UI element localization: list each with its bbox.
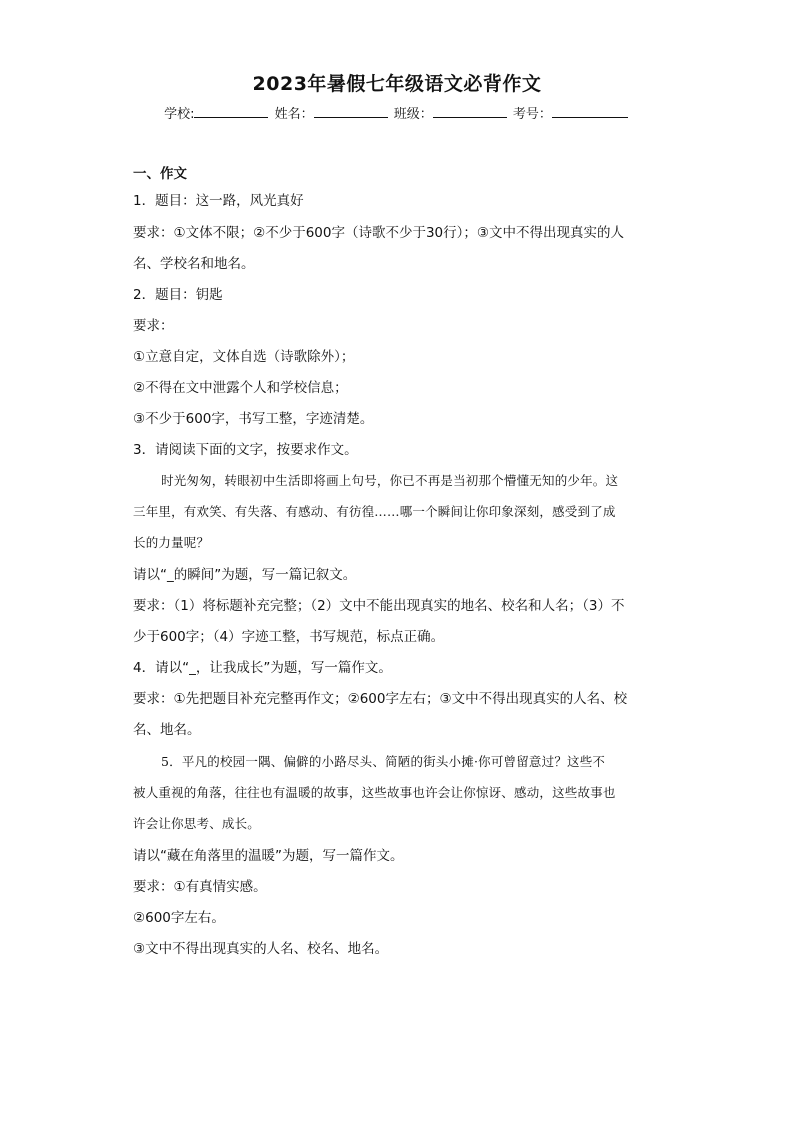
class-label: 班级： xyxy=(393,107,433,122)
q5-passage-line2: 被人重视的角落，往往也有温暖的故事，这些故事也许会让你惊讶、感动，这些故事也 xyxy=(133,785,616,800)
q2-requirement-2: ②不得在文中泄露个人和学校信息； xyxy=(133,380,348,396)
q1-requirement-line1: 要求：①文体不限；②不少于600字（诗歌不少于30行）；③文中不得出现真实的人 xyxy=(133,225,625,241)
school-blank[interactable] xyxy=(194,105,268,118)
q5-passage-line3: 许会让你思考、成长。 xyxy=(133,816,261,831)
exam-no-label: 考号： xyxy=(512,107,552,122)
q2-requirement-3: ③不少于600字，书写工整，字迹清楚。 xyxy=(133,411,374,427)
q5-passage-line1: 5．平凡的校园一隅、偏僻的小路尽头、简陋的街头小摊·你可曾留意过？这些不 xyxy=(161,754,606,769)
name-label: 姓名： xyxy=(274,107,314,122)
q5-requirement-1: 要求：①有真情实感。 xyxy=(133,879,267,895)
student-info-row xyxy=(0,103,794,122)
exam-no-blank[interactable] xyxy=(552,105,628,118)
q3-requirement-line1: 要求：（1）将标题补充完整；（2）文中不能出现真实的地名、校名和人名；（3）不 xyxy=(133,598,625,614)
section-heading: 一、作文 xyxy=(133,166,187,182)
class-blank[interactable] xyxy=(433,105,507,118)
document-title: 2023年暑假七年级语文必背作文 xyxy=(252,73,542,95)
q2-requirement-label: 要求： xyxy=(133,318,174,334)
q3-requirement-line2: 少于600字；（4）字迹工整，书写规范，标点正确。 xyxy=(133,629,445,645)
q3-prompt: 请以“_的瞬间”为题，写一篇记叙文。 xyxy=(133,567,357,583)
q2-requirement-1: ①立意自定，文体自选（诗歌除外）； xyxy=(133,349,355,365)
q4-requirement-line1: 要求：①先把题目补充完整再作文；②600字左右；③文中不得出现真实的人名、校 xyxy=(133,691,628,707)
school-label: 学校: xyxy=(164,107,195,122)
q5-requirement-2: ②600字左右。 xyxy=(133,910,225,926)
q3-passage-line2: 三年里，有欢笑、有失落、有感动、有彷徨……哪一个瞬间让你印象深刻，感受到了成 xyxy=(133,504,616,519)
q1-title: 1．题目：这一路，风光真好 xyxy=(133,193,304,209)
q5-prompt: 请以“藏在角落里的温暖”为题，写一篇作文。 xyxy=(133,848,404,864)
q3-title: 3．请阅读下面的文字，按要求作文。 xyxy=(133,442,358,458)
q1-requirement-line2: 名、学校名和地名。 xyxy=(133,256,255,272)
q3-passage-line1: 时光匆匆，转眼初中生活即将画上句号，你已不再是当初那个懵懂无知的少年。这 xyxy=(161,473,619,488)
name-blank[interactable] xyxy=(314,105,388,118)
q3-passage-line3: 长的力量呢？ xyxy=(133,535,210,550)
q2-title: 2．题目：钥匙 xyxy=(133,287,223,303)
q5-requirement-3: ③文中不得出现真实的人名、校名、地名。 xyxy=(133,941,389,957)
q4-requirement-line2: 名、地名。 xyxy=(133,722,201,738)
q4-title: 4．请以“_，让我成长”为题，写一篇作文。 xyxy=(133,660,392,676)
